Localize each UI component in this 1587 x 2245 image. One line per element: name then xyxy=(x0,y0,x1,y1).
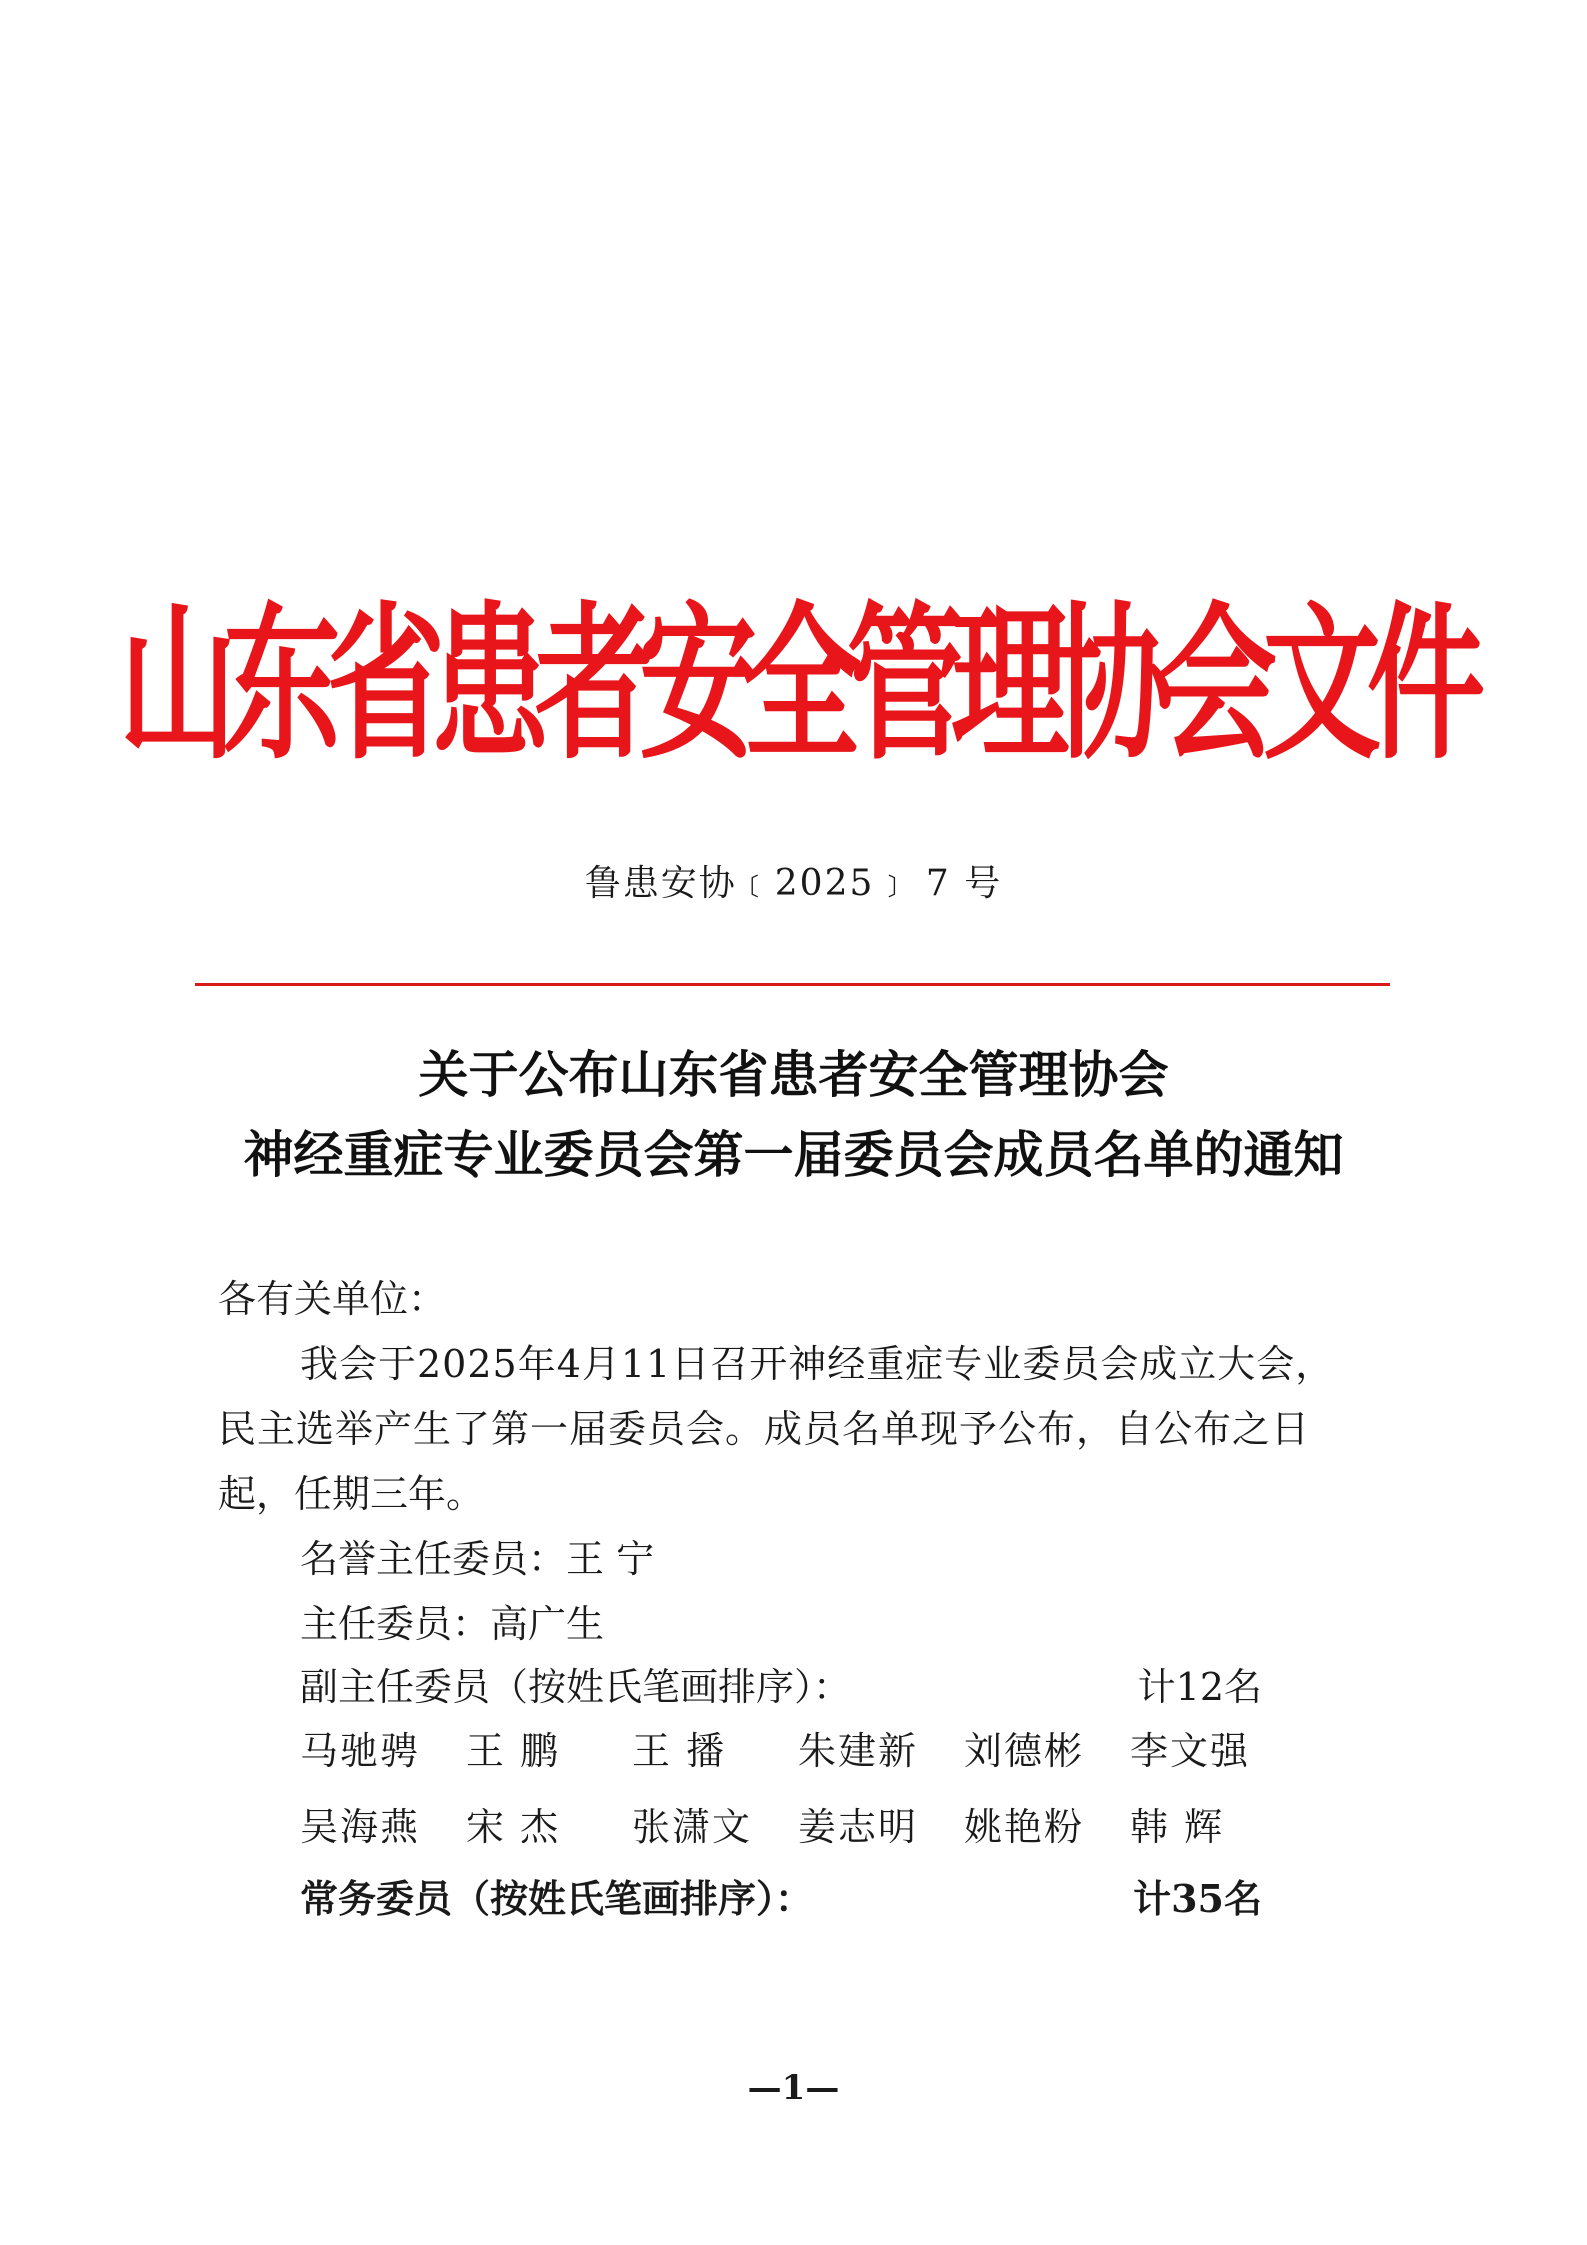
member-name: 张潇文 xyxy=(632,1805,753,1849)
member-name: 姚艳粉 xyxy=(964,1805,1085,1849)
addressee: 各有关单位： xyxy=(218,1277,447,1321)
member-name: 吴海燕 xyxy=(300,1805,421,1849)
vice-chairs-heading: 副主任委员（按姓氏笔画排序）： xyxy=(300,1665,852,1709)
masthead-title: 山东省患者安全管理协会文件 xyxy=(119,586,1472,783)
standing-committee-count: 计35名 xyxy=(1133,1876,1262,1921)
member-name: 马驰骋 xyxy=(300,1729,421,1773)
document-number: 鲁患安协﹝2025﹞ 7 号 xyxy=(584,863,1003,904)
body-paragraph-line1: 我会于2025年4月11日召开神经重症专业委员会成立大会， xyxy=(300,1342,1335,1386)
standing-committee-heading: 常务委员（按姓氏笔画排序）： xyxy=(300,1876,814,1921)
member-name: 宋 杰 xyxy=(466,1805,561,1849)
member-name: 韩 辉 xyxy=(1130,1805,1225,1849)
member-name: 李文强 xyxy=(1130,1729,1251,1773)
vice-chairs-row-2 xyxy=(300,1805,1260,1849)
member-name: 刘德彬 xyxy=(964,1729,1085,1773)
notice-title-line1: 关于公布山东省患者安全管理协会 xyxy=(418,1046,1169,1104)
notice-title-line2: 神经重症专业委员会第一届委员会成员名单的通知 xyxy=(243,1126,1344,1184)
member-name: 姜志明 xyxy=(798,1805,919,1849)
red-divider-line xyxy=(195,983,1390,986)
chair-line: 主任委员：高广生 xyxy=(300,1602,605,1646)
honorary-chair-line: 名誉主任委员：王 宁 xyxy=(300,1537,655,1581)
vice-chairs-count: 计12名 xyxy=(1137,1665,1262,1709)
body-paragraph-line3: 起，任期三年。 xyxy=(218,1472,485,1516)
member-name: 朱建新 xyxy=(798,1729,919,1773)
member-name: 王 播 xyxy=(632,1729,727,1773)
body-paragraph-line2: 民主选举产生了第一届委员会。成员名单现予公布，自公布之日 xyxy=(218,1407,1311,1451)
vice-chairs-row-1 xyxy=(300,1729,1260,1773)
page-number: —1— xyxy=(747,2068,840,2108)
member-name: 王 鹏 xyxy=(466,1729,561,1773)
